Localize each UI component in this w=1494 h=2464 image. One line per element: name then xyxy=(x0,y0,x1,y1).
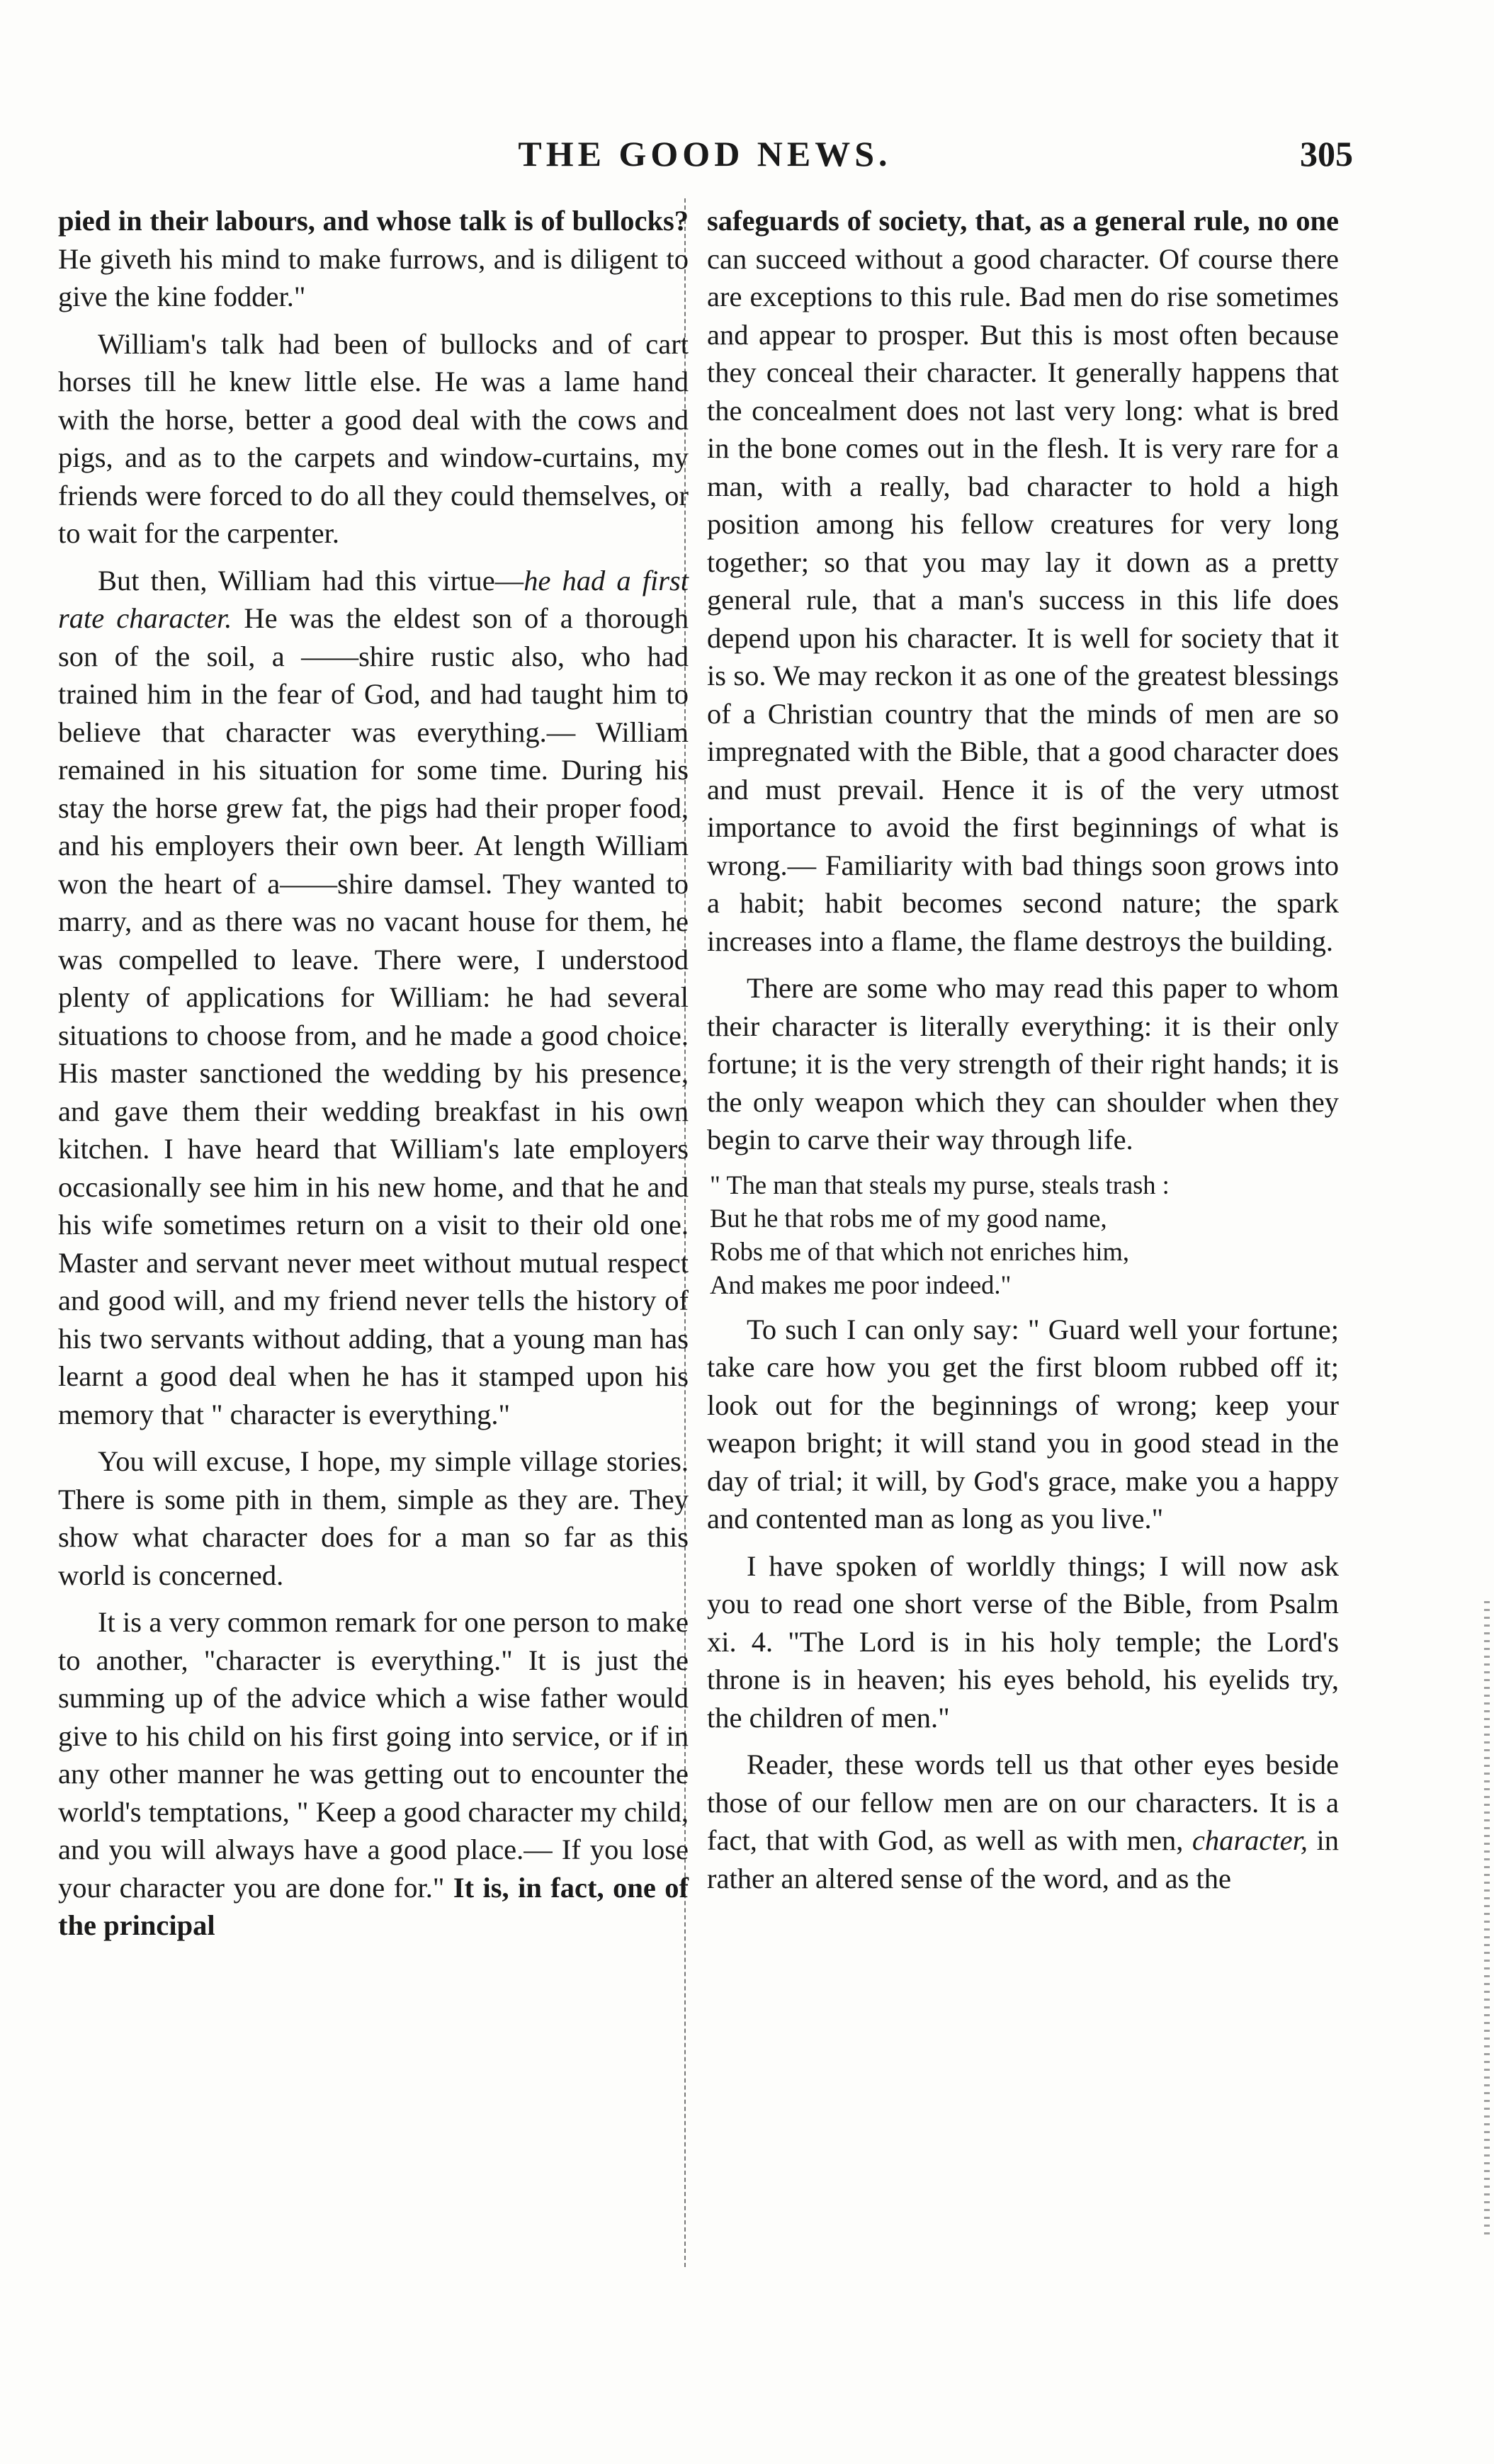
paragraph: There are some who may read this paper to whom their character is literally everything: it is their only fortune; it is the very strength of their right hands; it is the only weapon which they can shoulder when they begin to carve their way through life. xyxy=(707,972,1339,1155)
paragraph: I have spoken of worldly things; I will now ask you to read one short verse of the Bible, from Psalm xi. 4. "The Lord is in his holy temple; the Lord's throne is in heaven; his eyes behold, his eyelids try, the children of men." xyxy=(707,1549,1339,1734)
paragraph xyxy=(707,1746,1339,1897)
left-column xyxy=(58,202,689,1954)
paragraph: William's talk had been of bullocks and of cart horses till he knew little else. He was a lame hand with the horse, better a good deal with the cows and pigs, and as to the carpets and window-curtains, my friends were forced to do all they could themselves, or to wait for the carpenter. xyxy=(58,327,689,549)
paragraph: pied in their labours, and whose talk is of bullocks? He giveth his mind to make furrows, and is diligent to give the kine fodder." xyxy=(58,205,689,312)
paragraph-text: But then, William had this virtue— xyxy=(98,564,524,597)
paragraph-text: Reader, these words tell us that other eyes beside those of our fellow men are on our characters. It is a fact, that with God, as well as with men, xyxy=(707,1748,1339,1856)
emphasis-text: he had a first rate character. xyxy=(58,564,689,634)
paragraph: To such I can only say: " Guard well your fortune; take care how you get the first bloom rubbed off it; look out for the beginnings of wrong; keep your weapon bright; it will stand you in good stead in the day of trial; it will, by God's grace, make you a happy and contented man as long as you live." xyxy=(707,1313,1339,1535)
verse-line: But he that robs me of my good name, xyxy=(710,1203,1107,1233)
running-title: THE GOOD NEWS. xyxy=(518,134,892,174)
paragraph-text-bold: It is, in fact, one of the principal xyxy=(58,1871,689,1941)
verse-line: And makes me poor indeed." xyxy=(710,1270,1012,1299)
binding-edge-mark xyxy=(1484,1601,1490,2239)
paragraph xyxy=(58,562,689,1434)
verse-quotation xyxy=(707,1168,1339,1301)
right-column xyxy=(707,202,1339,1906)
running-head xyxy=(57,133,1353,183)
verse-line: Robs me of that which not enriches him, xyxy=(710,1236,1130,1266)
paragraph-text: He was the eldest son of a thorough son of the soil, a ——shire rustic also, who had trained him in the fear of God, and had taught him to believe that character was everything.— William remained in his situation for some time. During his stay the horse grew fat, the pigs had their proper food, and his employers their own beer. At length William won the heart of a——shire damsel. They wanted to marry, and as there was no vacant house for them, he was compelled to leave. There were, I understood plenty of applications for William: he had several situations to choose from, and he made a good choice. His master sanctioned the wedding by his presence, and gave them their wedding breakfast in his own kitchen. I have heard that William's late employers occasionally see him in his new home, and that he and his wife sometimes return on a visit to their old one. Master and servant never meet without mutual respect and good will, and my friend never tells the history of his two servants without adding, that a young man has learnt a good deal when he has it stamped upon his memory that " character is everything." xyxy=(58,602,689,1430)
verse-line: " The man that steals my purse, steals trash : xyxy=(710,1170,1170,1199)
paragraph xyxy=(58,1603,689,1945)
paragraph-text: in rather an altered sense of the word, and as the xyxy=(707,1824,1339,1894)
paragraph: safeguards of society, that, as a general rule, no one can succeed without a good character. Of course there are exceptions to this rule. Bad men do rise sometimes and appear to prosper. But this is most often because they conceal their character. It generally happens that the concealment does not last very long: what is bred in the bone comes out in the flesh. It is very rare for a man, with a really, bad character to hold a high position among his fellow creatures for very long together; so that you may lay it down as a pretty general rule, that a man's success in this life does depend upon his character. It is well for society that it is so. We may reckon it as one of the greatest blessings of a Christian country that the minds of men are so impregnated with the Bible, that a good character does and must prevail. Hence it is of the very utmost importance to avoid the first beginnings of what is wrong.— Familiarity with bad things soon grows into a habit; habit becomes second nature; the spark increases into a flame, the flame destroys the building. xyxy=(707,205,1339,957)
page-number: 305 xyxy=(1300,134,1353,174)
emphasis-text: character, xyxy=(1192,1824,1308,1856)
paragraph: You will excuse, I hope, my simple village stories. There is some pith in them, simple as they are. They show what character does for a man so far as this world is concerned. xyxy=(58,1445,689,1591)
paragraph-text: It is a very common remark for one person to make to another, "character is everything." It is just the summing up of the advice which a wise father would give to his child on his first going into service, or if in any other manner he was getting out to encounter the world's temptations, " Keep a good character my child, and you will always have a good place.— If you lose your character you are done for." xyxy=(58,1606,689,1904)
